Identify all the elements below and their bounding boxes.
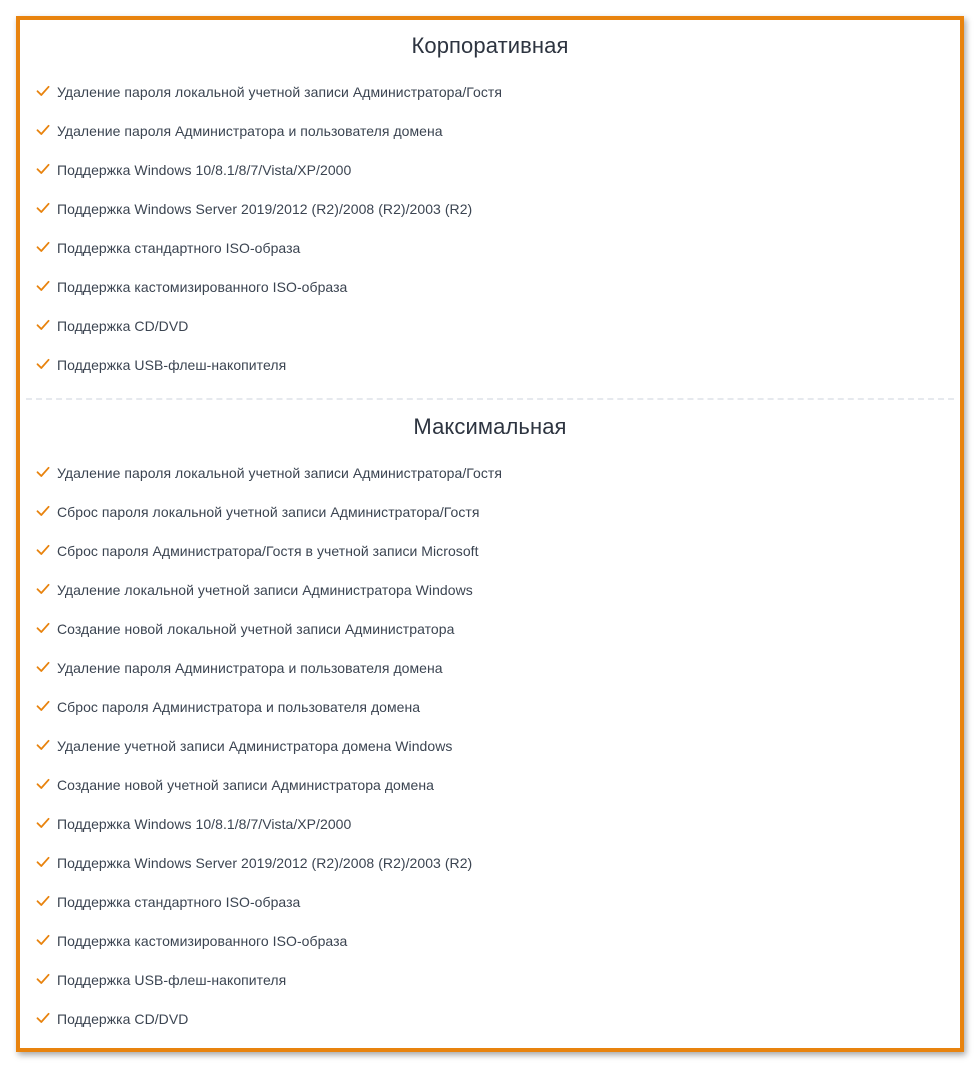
checkmark-icon — [36, 777, 50, 791]
checkmark-icon — [36, 1011, 50, 1025]
checkmark-icon — [36, 162, 50, 176]
feature-text: Поддержка USB-флеш-накопителя — [57, 356, 287, 373]
checkmark-icon — [36, 240, 50, 254]
feature-item — [20, 882, 960, 921]
checkmark-icon — [36, 201, 50, 215]
feature-item — [20, 921, 960, 960]
checkmark-icon — [36, 699, 50, 713]
checkmark-icon — [36, 816, 50, 830]
checkmark-icon — [36, 582, 50, 596]
feature-text: Поддержка стандартного ISO-образа — [57, 239, 301, 256]
feature-item — [20, 843, 960, 882]
feature-item — [20, 804, 960, 843]
feature-list — [20, 72, 960, 384]
feature-text: Поддержка CD/DVD — [57, 317, 189, 334]
feature-text: Поддержка CD/DVD — [57, 1010, 189, 1027]
feature-item — [20, 492, 960, 531]
feature-text: Сброс пароля Администратора и пользователя домена — [57, 698, 421, 715]
checkmark-icon — [36, 279, 50, 293]
checkmark-icon — [36, 933, 50, 947]
feature-text: Поддержка кастомизированного ISO-образа — [57, 278, 348, 295]
checkmark-icon — [36, 84, 50, 98]
checkmark-icon — [36, 543, 50, 557]
feature-text: Поддержка USB-флеш-накопителя — [57, 971, 287, 988]
feature-text: Поддержка кастомизированного ISO-образа — [57, 932, 348, 949]
edition-comparison-panel — [16, 16, 964, 1052]
feature-text: Удаление пароля локальной учетной записи Администратора/Гостя — [57, 464, 502, 481]
feature-text: Поддержка Windows 10/8.1/8/7/Vista/XP/2000 — [57, 815, 352, 832]
feature-text: Удаление пароля Администратора и пользователя домена — [57, 122, 443, 139]
feature-text: Создание новой учетной записи Администратора домена — [57, 776, 435, 793]
feature-item — [20, 648, 960, 687]
feature-item — [20, 72, 960, 111]
checkmark-icon — [36, 738, 50, 752]
feature-text: Удаление пароля локальной учетной записи Администратора/Гостя — [57, 83, 502, 100]
feature-text: Поддержка Windows Server 2019/2012 (R2)/2008 (R2)/2003 (R2) — [57, 200, 473, 217]
feature-text: Поддержка Windows 10/8.1/8/7/Vista/XP/2000 — [57, 161, 352, 178]
section-title: Корпоративная — [411, 33, 569, 58]
feature-text: Поддержка стандартного ISO-образа — [57, 893, 301, 910]
feature-text: Сброс пароля Администратора/Гостя в учетной записи Microsoft — [57, 542, 479, 559]
checkmark-icon — [36, 357, 50, 371]
feature-item — [20, 687, 960, 726]
checkmark-icon — [36, 972, 50, 986]
checkmark-icon — [36, 894, 50, 908]
feature-text: Удаление учетной записи Администратора домена Windows — [57, 737, 453, 754]
section-corporate — [20, 20, 960, 384]
checkmark-icon — [36, 465, 50, 479]
feature-item — [20, 306, 960, 345]
feature-text: Поддержка Windows Server 2019/2012 (R2)/2008 (R2)/2003 (R2) — [57, 854, 473, 871]
feature-item — [20, 189, 960, 228]
section-title: Максимальная — [413, 414, 567, 439]
feature-item — [20, 531, 960, 570]
feature-text: Создание новой локальной учетной записи Администратора — [57, 620, 455, 637]
feature-item — [20, 999, 960, 1038]
section-maximum — [20, 401, 960, 1038]
feature-item — [20, 609, 960, 648]
feature-item — [20, 267, 960, 306]
checkmark-icon — [36, 855, 50, 869]
checkmark-icon — [36, 621, 50, 635]
feature-item — [20, 228, 960, 267]
feature-item — [20, 111, 960, 150]
feature-item — [20, 765, 960, 804]
feature-item — [20, 726, 960, 765]
feature-list — [20, 453, 960, 1038]
feature-item — [20, 345, 960, 384]
feature-item — [20, 150, 960, 189]
feature-item — [20, 570, 960, 609]
checkmark-icon — [36, 123, 50, 137]
checkmark-icon — [36, 504, 50, 518]
feature-text: Сброс пароля локальной учетной записи Администратора/Гостя — [57, 503, 480, 520]
feature-item — [20, 960, 960, 999]
feature-text: Удаление локальной учетной записи Администратора Windows — [57, 581, 473, 598]
feature-text: Удаление пароля Администратора и пользователя домена — [57, 659, 443, 676]
checkmark-icon — [36, 318, 50, 332]
checkmark-icon — [36, 660, 50, 674]
section-divider — [26, 398, 954, 400]
feature-item — [20, 453, 960, 492]
